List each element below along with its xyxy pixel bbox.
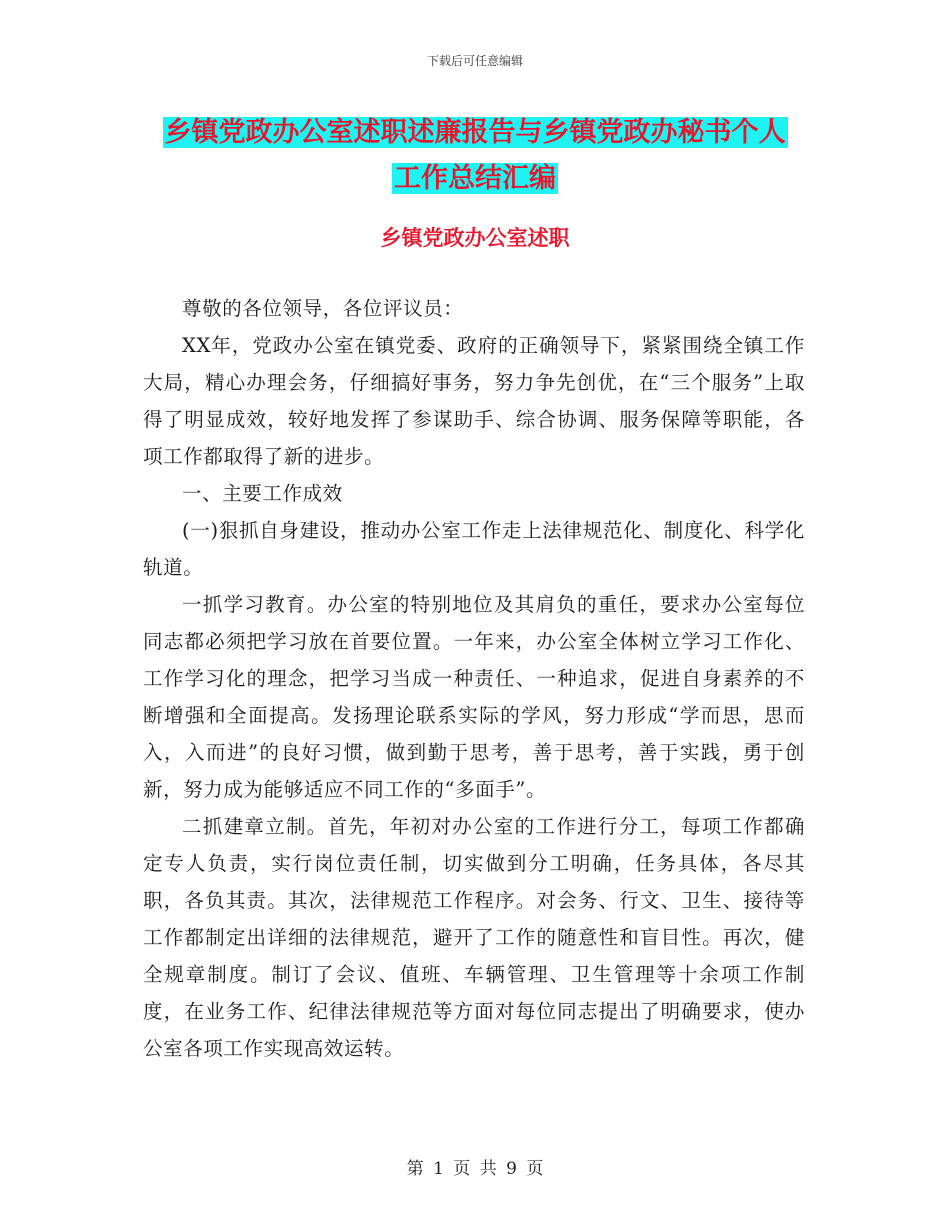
- document-title: [0, 110, 950, 202]
- page-footer: 第 1 页 共 9 页: [406, 1159, 544, 1179]
- section-title: 乡镇党政办公室述职: [380, 226, 570, 250]
- paragraph-intro: XX年，党政办公室在镇党委、政府的正确领导下，紧紧围绕全镇工作大局，精心办理会务，仔细搞好事务，努力争先创优，在“三个服务”上取得了明显成效，较好地发挥了参谋助手、综合协调、服务保障等职能，各项工作都取得了新的进步。: [143, 334, 805, 468]
- paragraph-heading-main-results: 一、主要工作成效: [182, 482, 343, 505]
- paragraph-salutation: 尊敬的各位领导，各位评议员：: [182, 297, 464, 320]
- paragraph-subheading-self-building: (一)狠抓自身建设，推动办公室工作走上法律规范化、制度化、科学化轨道。: [143, 519, 805, 579]
- document-body: [143, 290, 805, 1067]
- paragraph-study-education: 一抓学习教育。办公室的特别地位及其肩负的重任，要求办公室每位同志都必须把学习放在首要位置。一年来，办公室全体树立学习工作化、工作学习化的理念，把学习当成一种责任、一种追求，促进自身素养的不断增强和全面提高。发扬理论联系实际的学风，努力形成“学而思，思而入，入而进”的良好习惯，做到勤于思考，善于思考，善于实践，勇于创新，努力成为能够适应不同工作的“多面手”。: [143, 593, 805, 801]
- paragraph-rules-system: 二抓建章立制。首先，年初对办公室的工作进行分工，每项工作都确定专人负责，实行岗位责任制，切实做到分工明确，任务具体，各尽其职，各负其责。其次，法律规范工作程序。对会务、行文、卫生、接待等工作都制定出详细的法律规范，避开了工作的随意性和盲目性。再次，健全规章制度。制订了会议、值班、车辆管理、卫生管理等十余项工作制度，在业务工作、纪律法律规范等方面对每位同志提出了明确要求，使办公室各项工作实现高效运转。: [143, 815, 805, 1060]
- document-title-line-1: 乡镇党政办公室述职述廉报告与乡镇党政办秘书个人: [164, 117, 786, 148]
- header-note: 下载后可任意编辑: [426, 54, 523, 68]
- document-title-line-2: 工作总结汇编: [394, 163, 556, 194]
